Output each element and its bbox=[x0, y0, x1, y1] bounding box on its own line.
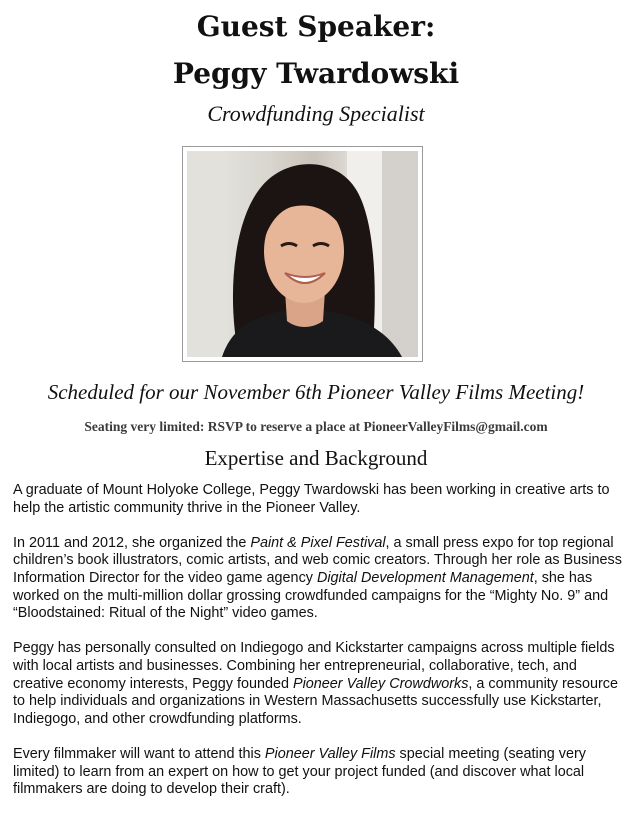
bio-paragraph-4: Every filmmaker will want to attend this Pioneer Valley Films special meeting (seating very limited) to learn from an expert on how to get your project funded (and discover what local filmmakers are doing to develop their craft). bbox=[13, 745, 586, 798]
speaker-subtitle: Crowdfunding Specialist bbox=[207, 101, 425, 126]
title-line-1: Guest Speaker: bbox=[196, 10, 436, 43]
bio-paragraph-3: Peggy has personally consulted on Indiegogo and Kickstarter campaigns across multiple fields with local artists and businesses. Combining her entrepreneurial, collaborative, tech, and creative economy interests, Peggy founded Pioneer Valley Crowdworks, a community resource to help individuals and organizations in Western Massachusetts successfully use Kickstarter, Indiegogo, and other crowdfunding platforms. bbox=[13, 640, 618, 727]
rsvp-notice: Seating very limited: RSVP to reserve a place at PioneerValleyFilms@gmail.com bbox=[84, 419, 548, 434]
speaker-photo bbox=[187, 151, 418, 357]
section-heading: Expertise and Background bbox=[204, 446, 428, 470]
meeting-schedule: Scheduled for our November 6th Pioneer Valley Films Meeting! bbox=[47, 380, 585, 404]
bio-paragraph-2: In 2011 and 2012, she organized the Paint & Pixel Festival, a small press expo for top regional children’s book illustrators, comic artists, and web comic creators. Through her role as Business Information Director for the video game agency Digital Development Management, she has worked on the multi-million dollar grossing crowdfunded campaigns for the “Mighty No. 9” and “Bloodstained: Ritual of the Night” video games. bbox=[13, 534, 622, 622]
bio-body bbox=[13, 482, 625, 816]
speaker-name: Peggy Twardowski bbox=[172, 57, 460, 90]
portrait-illustration bbox=[187, 151, 418, 357]
bio-paragraph-1: A graduate of Mount Holyoke College, Peggy Twardowski has been working in creative arts to help the artistic community thrive in the Pioneer Valley. bbox=[13, 482, 610, 516]
speaker-photo-frame bbox=[182, 146, 423, 362]
